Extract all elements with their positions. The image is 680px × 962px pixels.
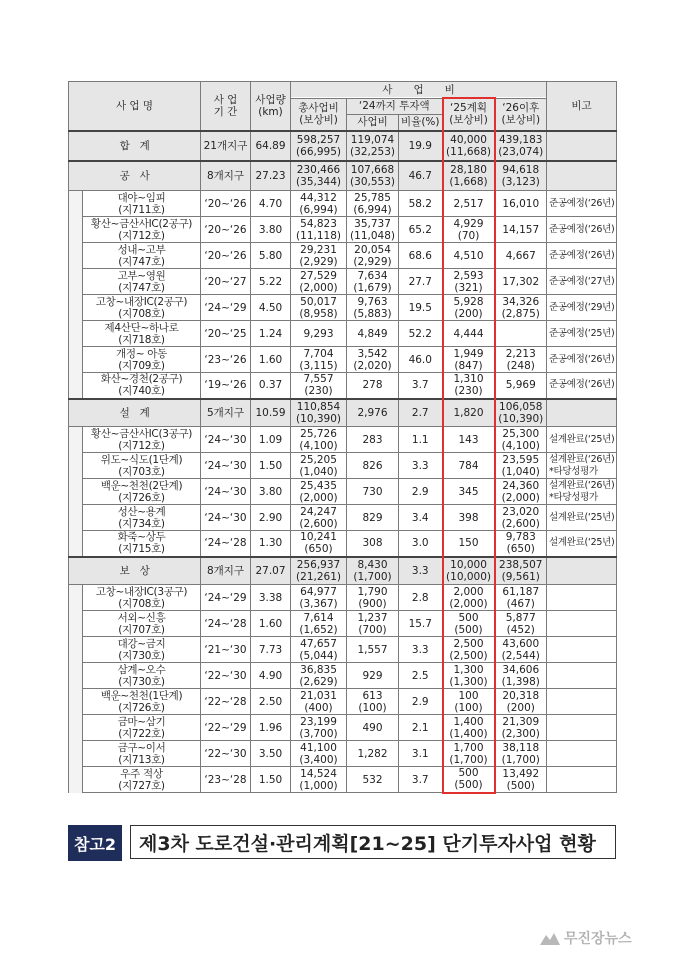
project-name-cell: 황산~금산사IC(3공구) (지712호): [83, 427, 201, 453]
period-cell: ‘23~‘26: [201, 347, 251, 373]
remark-cell: 준공예정(‘25년): [547, 321, 617, 347]
until24-amount-cell: 613 (100): [347, 689, 399, 715]
remark-cell: [547, 767, 617, 793]
header-period: 사 업 기 간: [201, 82, 251, 131]
total-cell: 256,937 (21,261): [291, 557, 347, 585]
header-total: 총사업비 (보상비): [291, 98, 347, 131]
indent-cell: [69, 479, 83, 505]
until24-rate-cell: 46.0: [399, 347, 443, 373]
project-name-cell: 금구~이서 (지713호): [83, 741, 201, 767]
remark-cell: 설계완료(‘26년) *타당성평가: [547, 479, 617, 505]
length-cell: 1.96: [251, 715, 291, 741]
until24-amount-cell: 2,976: [347, 399, 399, 427]
total-cell: 598,257 (66,995): [291, 131, 347, 161]
header-remark: 비고: [547, 82, 617, 131]
until24-amount-cell: 278: [347, 373, 399, 399]
period-cell: ‘20~‘26: [201, 191, 251, 217]
after26-cell: 43,600 (2,544): [495, 637, 547, 663]
until24-amount-cell: 20,054 (2,929): [347, 243, 399, 269]
until24-rate-cell: 19.5: [399, 295, 443, 321]
until24-rate-cell: 2.8: [399, 585, 443, 611]
table-row: [69, 243, 617, 269]
until24-rate-cell: 27.7: [399, 269, 443, 295]
total-cell: 7,614 (1,652): [291, 611, 347, 637]
table-row: [69, 637, 617, 663]
after26-cell: 439,183 (23,074): [495, 131, 547, 161]
remark-cell: 준공예정(‘29년): [547, 295, 617, 321]
plan25-cell: 143: [443, 427, 495, 453]
after26-cell: [495, 321, 547, 347]
after26-cell: 5,877 (452): [495, 611, 547, 637]
plan25-cell: 2,593 (321): [443, 269, 495, 295]
plan25-cell: 2,500 (2,500): [443, 637, 495, 663]
after26-cell: 24,360 (2,000): [495, 479, 547, 505]
length-cell: 2.90: [251, 505, 291, 531]
length-cell: 3.38: [251, 585, 291, 611]
period-cell: ‘21~‘30: [201, 637, 251, 663]
length-cell: 1.50: [251, 453, 291, 479]
after26-cell: 16,010: [495, 191, 547, 217]
project-name-cell: 성산~용계 (지734호): [83, 505, 201, 531]
reference-heading: [68, 825, 616, 861]
after26-cell: 61,187 (467): [495, 585, 547, 611]
until24-amount-cell: 35,737 (11,048): [347, 217, 399, 243]
period-cell: ‘24~‘28: [201, 611, 251, 637]
until24-rate-cell: 15.7: [399, 611, 443, 637]
after26-cell: 17,302: [495, 269, 547, 295]
total-cell: 41,100 (3,400): [291, 741, 347, 767]
table-row: [69, 715, 617, 741]
period-cell: 21개지구: [201, 131, 251, 161]
after26-cell: 5,969: [495, 373, 547, 399]
remark-cell: [547, 741, 617, 767]
until24-amount-cell: 308: [347, 531, 399, 557]
indent-cell: [69, 269, 83, 295]
until24-amount-cell: 25,785 (6,994): [347, 191, 399, 217]
length-cell: 1.50: [251, 767, 291, 793]
plan25-cell: 784: [443, 453, 495, 479]
group-row: [69, 161, 617, 191]
plan25-cell: 2,517: [443, 191, 495, 217]
until24-rate-cell: 3.7: [399, 767, 443, 793]
plan25-cell: 100 (100): [443, 689, 495, 715]
total-cell: 10,241 (650): [291, 531, 347, 557]
until24-amount-cell: 107,668 (30,553): [347, 161, 399, 191]
project-name-cell: 화죽~상두 (지715호): [83, 531, 201, 557]
until24-amount-cell: 532: [347, 767, 399, 793]
project-name-cell: 삼계~오수 (지730호): [83, 663, 201, 689]
table-row: [69, 427, 617, 453]
period-cell: ‘24~‘30: [201, 427, 251, 453]
total-cell: 64,977 (3,367): [291, 585, 347, 611]
table-row: [69, 321, 617, 347]
project-name-cell: 백운~천천(1단계) (지726호): [83, 689, 201, 715]
plan25-cell: 1,300 (1,300): [443, 663, 495, 689]
length-cell: 7.73: [251, 637, 291, 663]
remark-cell: [547, 637, 617, 663]
project-name-cell: 제4산단~하나로 (지718호): [83, 321, 201, 347]
until24-amount-cell: 826: [347, 453, 399, 479]
indent-cell: [69, 295, 83, 321]
period-cell: ‘24~‘29: [201, 585, 251, 611]
after26-cell: 2,213 (248): [495, 347, 547, 373]
project-name-cell: 우주 적상 (지727호): [83, 767, 201, 793]
total-cell: 50,017 (8,958): [291, 295, 347, 321]
remark-cell: 준공예정(‘26년): [547, 243, 617, 269]
table-row: [69, 767, 617, 793]
until24-amount-cell: 730: [347, 479, 399, 505]
length-cell: 5.80: [251, 243, 291, 269]
group-row: [69, 399, 617, 427]
until24-rate-cell: 68.6: [399, 243, 443, 269]
project-name-cell: 금마~삼기 (지722호): [83, 715, 201, 741]
indent-cell: [69, 715, 83, 741]
remark-cell: 설계완료(‘25년): [547, 531, 617, 557]
until24-amount-cell: 1,282: [347, 741, 399, 767]
project-name-cell: 백운~천천(2단계) (지726호): [83, 479, 201, 505]
until24-amount-cell: 1,237 (700): [347, 611, 399, 637]
indent-cell: [69, 321, 83, 347]
header-until24-rate: 비율(%): [399, 114, 443, 131]
indent-cell: [69, 191, 83, 217]
until24-amount-cell: 929: [347, 663, 399, 689]
until24-rate-cell: 3.3: [399, 557, 443, 585]
plan25-cell: 1,700 (1,700): [443, 741, 495, 767]
until24-rate-cell: 52.2: [399, 321, 443, 347]
after26-cell: 106,058 (10,390): [495, 399, 547, 427]
length-cell: 64.89: [251, 131, 291, 161]
remark-cell: [547, 611, 617, 637]
header-after26: ‘26이후 (보상비): [495, 98, 547, 131]
until24-rate-cell: 2.9: [399, 689, 443, 715]
remark-cell: [547, 131, 617, 161]
until24-amount-cell: 3,542 (2,020): [347, 347, 399, 373]
until24-rate-cell: 3.3: [399, 637, 443, 663]
after26-cell: 34,606 (1,398): [495, 663, 547, 689]
length-cell: 3.80: [251, 479, 291, 505]
header-until24-amount: 사업비: [347, 114, 399, 131]
total-cell: 47,657 (5,044): [291, 637, 347, 663]
after26-cell: 13,492 (500): [495, 767, 547, 793]
table-row: [69, 269, 617, 295]
project-name-cell: 위도~식도(1단계) (지703호): [83, 453, 201, 479]
total-row: [69, 131, 617, 161]
period-cell: ‘20~‘27: [201, 269, 251, 295]
plan25-cell: 5,928 (200): [443, 295, 495, 321]
remark-cell: [547, 399, 617, 427]
total-cell: 29,231 (2,929): [291, 243, 347, 269]
period-cell: ‘20~‘26: [201, 243, 251, 269]
until24-rate-cell: 3.4: [399, 505, 443, 531]
indent-cell: [69, 505, 83, 531]
project-name-cell: 대야~임피 (지711호): [83, 191, 201, 217]
total-cell: 27,529 (2,000): [291, 269, 347, 295]
remark-cell: 설계완료(‘26년) *타당성평가: [547, 453, 617, 479]
period-cell: ‘24~‘28: [201, 531, 251, 557]
remark-cell: 설계완료(‘25년): [547, 427, 617, 453]
total-cell: 230,466 (35,344): [291, 161, 347, 191]
until24-amount-cell: 9,763 (5,883): [347, 295, 399, 321]
period-cell: ‘24~‘30: [201, 479, 251, 505]
period-cell: ‘24~‘30: [201, 453, 251, 479]
project-name-cell: 서외~신흥 (지707호): [83, 611, 201, 637]
period-cell: 8개지구: [201, 557, 251, 585]
period-cell: ‘24~‘30: [201, 505, 251, 531]
remark-cell: [547, 161, 617, 191]
plan25-cell: 4,929 (70): [443, 217, 495, 243]
plan25-cell: 150: [443, 531, 495, 557]
remark-cell: 준공예정(‘26년): [547, 191, 617, 217]
indent-cell: [69, 585, 83, 611]
until24-amount-cell: 7,634 (1,679): [347, 269, 399, 295]
project-name-cell: 합 계: [69, 131, 201, 161]
plan25-cell: 345: [443, 479, 495, 505]
plan25-cell: 2,000 (2,000): [443, 585, 495, 611]
indent-cell: [69, 531, 83, 557]
table-row: [69, 585, 617, 611]
after26-cell: 38,118 (1,700): [495, 741, 547, 767]
remark-cell: [547, 689, 617, 715]
remark-cell: 준공예정(‘26년): [547, 373, 617, 399]
reference-badge: 참고2: [68, 825, 122, 861]
length-cell: 27.07: [251, 557, 291, 585]
after26-cell: 23,595 (1,040): [495, 453, 547, 479]
project-name-cell: 고부~영원 (지747호): [83, 269, 201, 295]
period-cell: ‘22~‘30: [201, 663, 251, 689]
until24-rate-cell: 3.1: [399, 741, 443, 767]
until24-rate-cell: 3.3: [399, 453, 443, 479]
total-cell: 54,823 (11,118): [291, 217, 347, 243]
budget-table-body: [69, 131, 617, 793]
total-cell: 7,557 (230): [291, 373, 347, 399]
table-row: [69, 611, 617, 637]
project-name-cell: 설 계: [69, 399, 201, 427]
after26-cell: 23,020 (2,600): [495, 505, 547, 531]
until24-amount-cell: 8,430 (1,700): [347, 557, 399, 585]
length-cell: 1.60: [251, 347, 291, 373]
period-cell: ‘20~‘26: [201, 217, 251, 243]
project-name-cell: 고창~내장IC(3공구) (지708호): [83, 585, 201, 611]
length-cell: 10.59: [251, 399, 291, 427]
indent-cell: [69, 663, 83, 689]
indent-cell: [69, 373, 83, 399]
total-cell: 25,205 (1,040): [291, 453, 347, 479]
total-cell: 36,835 (2,629): [291, 663, 347, 689]
period-cell: ‘22~‘30: [201, 741, 251, 767]
until24-rate-cell: 2.9: [399, 479, 443, 505]
total-cell: 7,704 (3,115): [291, 347, 347, 373]
after26-cell: 94,618 (3,123): [495, 161, 547, 191]
period-cell: 5개지구: [201, 399, 251, 427]
indent-cell: [69, 453, 83, 479]
after26-cell: 4,667: [495, 243, 547, 269]
plan25-cell: 40,000 (11,668): [443, 131, 495, 161]
until24-amount-cell: 119,074 (32,253): [347, 131, 399, 161]
until24-rate-cell: 1.1: [399, 427, 443, 453]
header-project-name: 사 업 명: [69, 82, 201, 131]
remark-cell: 설계완료(‘25년): [547, 505, 617, 531]
until24-rate-cell: 2.5: [399, 663, 443, 689]
indent-cell: [69, 427, 83, 453]
watermark: [540, 924, 670, 952]
remark-cell: 준공예정(‘26년): [547, 217, 617, 243]
total-cell: 23,199 (3,700): [291, 715, 347, 741]
total-cell: 25,726 (4,100): [291, 427, 347, 453]
table-row: [69, 479, 617, 505]
total-cell: 25,435 (2,000): [291, 479, 347, 505]
length-cell: 1.60: [251, 611, 291, 637]
indent-cell: [69, 611, 83, 637]
total-cell: 24,247 (2,600): [291, 505, 347, 531]
total-cell: 110,854 (10,390): [291, 399, 347, 427]
period-cell: ‘22~‘28: [201, 689, 251, 715]
project-name-cell: 황산~금산사IC(2공구) (지712호): [83, 217, 201, 243]
indent-cell: [69, 637, 83, 663]
group-row: [69, 557, 617, 585]
indent-cell: [69, 243, 83, 269]
until24-amount-cell: 1,790 (900): [347, 585, 399, 611]
length-cell: 1.24: [251, 321, 291, 347]
after26-cell: 238,507 (9,561): [495, 557, 547, 585]
project-name-cell: 대강~금지 (지730호): [83, 637, 201, 663]
remark-cell: [547, 663, 617, 689]
indent-cell: [69, 767, 83, 793]
until24-amount-cell: 1,557: [347, 637, 399, 663]
table-row: [69, 741, 617, 767]
until24-rate-cell: 2.7: [399, 399, 443, 427]
total-cell: 21,031 (400): [291, 689, 347, 715]
total-cell: 44,312 (6,994): [291, 191, 347, 217]
header-until24: ‘24까지 투자액: [347, 98, 443, 114]
after26-cell: 21,309 (2,300): [495, 715, 547, 741]
plan25-cell: 500 (500): [443, 767, 495, 793]
after26-cell: 25,300 (4,100): [495, 427, 547, 453]
table-row: [69, 217, 617, 243]
length-cell: 2.50: [251, 689, 291, 715]
total-cell: 14,524 (1,000): [291, 767, 347, 793]
plan25-cell: 1,400 (1,400): [443, 715, 495, 741]
budget-table: [68, 81, 617, 794]
until24-rate-cell: 19.9: [399, 131, 443, 161]
watermark-text: 무진장뉴스: [564, 931, 632, 947]
remark-cell: 준공예정(‘27년): [547, 269, 617, 295]
length-cell: 4.50: [251, 295, 291, 321]
period-cell: ‘24~‘29: [201, 295, 251, 321]
indent-cell: [69, 347, 83, 373]
until24-amount-cell: 490: [347, 715, 399, 741]
plan25-cell: 4,510: [443, 243, 495, 269]
indent-cell: [69, 741, 83, 767]
length-cell: 4.90: [251, 663, 291, 689]
plan25-cell: 28,180 (1,668): [443, 161, 495, 191]
plan25-cell: 1,820: [443, 399, 495, 427]
table-row: [69, 505, 617, 531]
project-name-cell: 고창~내장IC(2공구) (지708호): [83, 295, 201, 321]
plan25-cell: 1,949 (847): [443, 347, 495, 373]
after26-cell: 14,157: [495, 217, 547, 243]
until24-rate-cell: 3.0: [399, 531, 443, 557]
period-cell: ‘23~‘28: [201, 767, 251, 793]
remark-cell: [547, 715, 617, 741]
until24-amount-cell: 4,849: [347, 321, 399, 347]
length-cell: 3.50: [251, 741, 291, 767]
table-row: [69, 689, 617, 715]
header-budget: 사 업 비: [291, 82, 547, 99]
mountain-logo-icon: [540, 931, 560, 945]
project-name-cell: 공 사: [69, 161, 201, 191]
period-cell: ‘20~‘25: [201, 321, 251, 347]
after26-cell: 20,318 (200): [495, 689, 547, 715]
period-cell: ‘19~‘26: [201, 373, 251, 399]
table-row: [69, 663, 617, 689]
until24-rate-cell: 65.2: [399, 217, 443, 243]
plan25-cell: 1,310 (230): [443, 373, 495, 399]
until24-amount-cell: 829: [347, 505, 399, 531]
header-length: 사업량 (km): [251, 82, 291, 131]
length-cell: 0.37: [251, 373, 291, 399]
plan25-cell: 500 (500): [443, 611, 495, 637]
plan25-cell: 4,444: [443, 321, 495, 347]
plan25-cell: 10,000 (10,000): [443, 557, 495, 585]
project-name-cell: 성내~고부 (지747호): [83, 243, 201, 269]
until24-rate-cell: 46.7: [399, 161, 443, 191]
header-plan25: ‘25계획 (보상비): [443, 98, 495, 131]
plan25-cell: 398: [443, 505, 495, 531]
table-row: [69, 373, 617, 399]
after26-cell: 34,326 (2,875): [495, 295, 547, 321]
table-row: [69, 295, 617, 321]
project-name-cell: 화산~경천(2공구) (지740호): [83, 373, 201, 399]
length-cell: 4.70: [251, 191, 291, 217]
period-cell: ‘22~‘29: [201, 715, 251, 741]
table-row: [69, 531, 617, 557]
document-body: [68, 81, 616, 794]
until24-amount-cell: 283: [347, 427, 399, 453]
length-cell: 27.23: [251, 161, 291, 191]
after26-cell: 9,783 (650): [495, 531, 547, 557]
table-row: [69, 453, 617, 479]
project-name-cell: 개정~ 아동 (지709호): [83, 347, 201, 373]
remark-cell: [547, 585, 617, 611]
total-cell: 9,293: [291, 321, 347, 347]
period-cell: 8개지구: [201, 161, 251, 191]
until24-rate-cell: 58.2: [399, 191, 443, 217]
remark-cell: [547, 557, 617, 585]
reference-title: 제3차 도로건설·관리계획[21~25] 단기투자사업 현황: [130, 825, 616, 859]
table-row: [69, 347, 617, 373]
length-cell: 1.30: [251, 531, 291, 557]
length-cell: 5.22: [251, 269, 291, 295]
project-name-cell: 보 상: [69, 557, 201, 585]
indent-cell: [69, 217, 83, 243]
indent-cell: [69, 689, 83, 715]
length-cell: 1.09: [251, 427, 291, 453]
length-cell: 3.80: [251, 217, 291, 243]
until24-rate-cell: 2.1: [399, 715, 443, 741]
remark-cell: 준공예정(‘26년): [547, 347, 617, 373]
table-row: [69, 191, 617, 217]
until24-rate-cell: 3.7: [399, 373, 443, 399]
